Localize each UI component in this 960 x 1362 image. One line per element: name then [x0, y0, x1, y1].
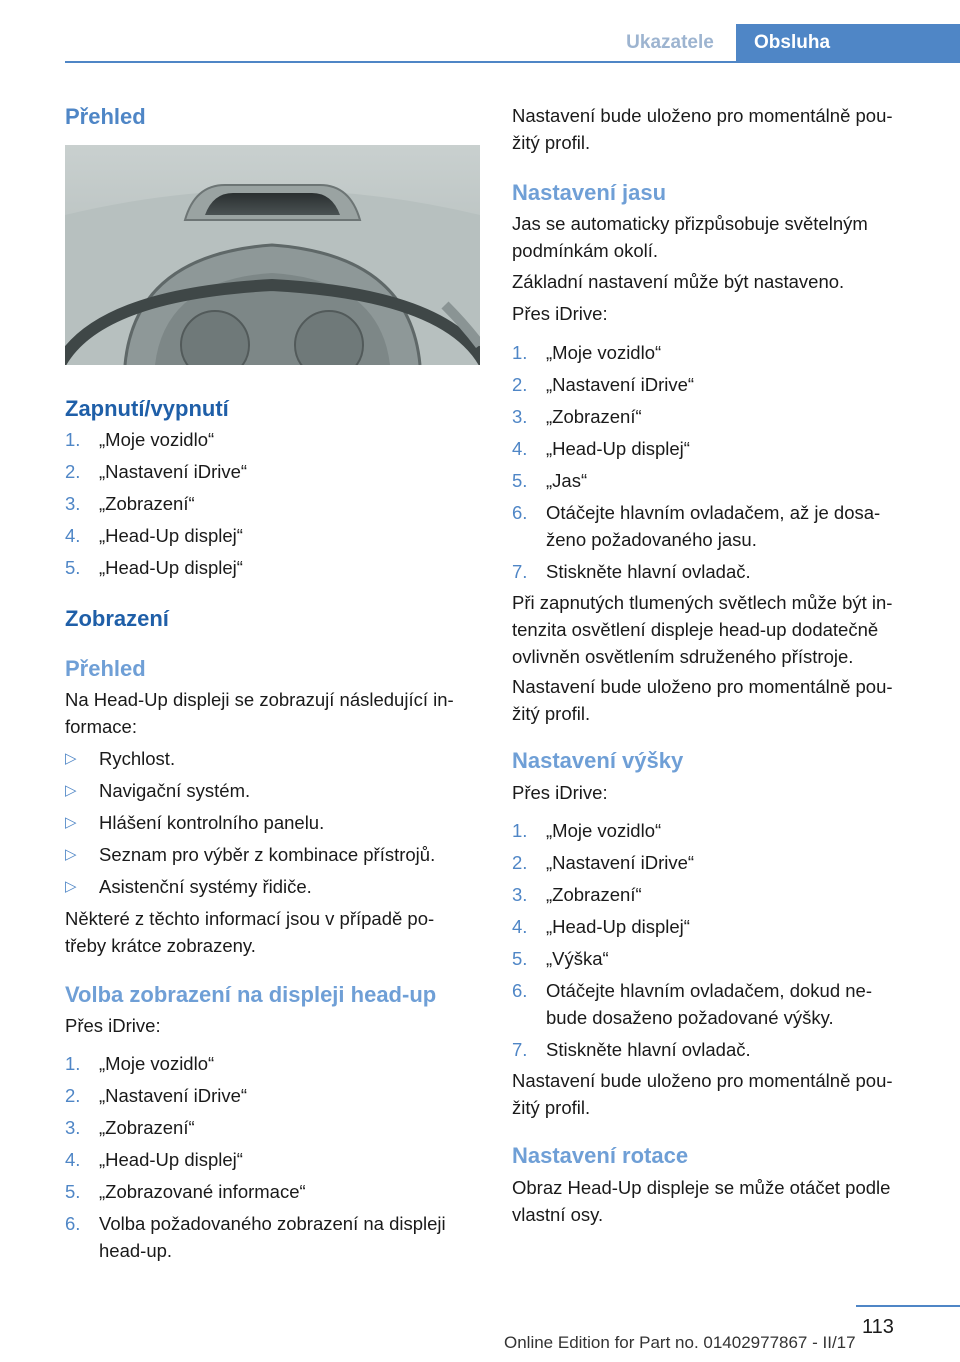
- list-text: „Moje vozidlo“: [99, 1053, 215, 1074]
- paragraph-line: Na Head-Up displeji se zobrazují následující in‐: [65, 689, 454, 710]
- paragraph-line: Nastavení bude uloženo pro momentálně pou‐: [512, 105, 893, 126]
- list-text: Volba požadovaného zobrazení na displeji: [99, 1213, 446, 1234]
- list-number: 5.: [65, 557, 81, 578]
- list-text: bude dosaženo požadované výšky.: [546, 1007, 834, 1028]
- list-number: 4.: [65, 1149, 81, 1170]
- bullet-text: Navigační systém.: [99, 780, 251, 801]
- list-text: „Head-Up displej“: [99, 525, 243, 546]
- list-number: 2.: [65, 1085, 81, 1106]
- paragraph-line: Obraz Head-Up displeje se může otáčet podle: [512, 1177, 891, 1198]
- header-rule: [65, 61, 960, 63]
- list-text: „Nastavení iDrive“: [546, 852, 695, 873]
- bullet-text: Seznam pro výběr z kombinace přístrojů.: [99, 844, 436, 865]
- bullet-text: Hlášení kontrolního panelu.: [99, 812, 325, 833]
- paragraph-line: Základní nastavení může být nastaveno.: [512, 271, 845, 292]
- list-text: „Výška“: [546, 948, 609, 969]
- list-number: 3.: [65, 493, 81, 514]
- list-text: „Moje vozidlo“: [99, 429, 215, 450]
- tab-ukazatele[interactable]: Ukazatele: [626, 32, 714, 53]
- paragraph-line: třeby krátce zobrazeny.: [65, 935, 256, 956]
- list-text: Otáčejte hlavním ovladačem, dokud ne‐: [546, 980, 872, 1001]
- heading-prehled: Přehled: [65, 104, 146, 129]
- list-number: 3.: [65, 1117, 81, 1138]
- list-number: 4.: [512, 916, 528, 937]
- heading-jas: Nastavení jasu: [512, 180, 667, 205]
- list-text: „Nastavení iDrive“: [546, 374, 695, 395]
- list-text: Stiskněte hlavní ovladač.: [546, 1039, 751, 1060]
- heading-volba: Volba zobrazení na displeji head-up: [65, 982, 437, 1007]
- edition-footer: Online Edition for Part no. 01402977867 - II/17: [504, 1333, 856, 1352]
- paragraph-line: Nastavení bude uloženo pro momentálně pou‐: [512, 676, 893, 697]
- list-text: „Zobrazení“: [546, 884, 642, 905]
- list-number: 4.: [512, 438, 528, 459]
- paragraph-line: žitý profil.: [512, 132, 591, 153]
- paragraph-line: Při zapnutých tlumených světlech může být in‐: [512, 592, 893, 613]
- list-text: „Zobrazení“: [99, 1117, 195, 1138]
- list-text: „Jas“: [546, 470, 588, 491]
- list-number: 4.: [65, 525, 81, 546]
- list-text: „Head-Up displej“: [99, 557, 243, 578]
- list-number: 1.: [65, 1053, 81, 1074]
- list-number: 5.: [512, 948, 528, 969]
- list-number: 7.: [512, 1039, 528, 1060]
- paragraph-line: formace:: [65, 716, 137, 737]
- dashboard-illustration-svg: [65, 145, 480, 365]
- bullet-text: Asistenční systémy řidiče.: [99, 876, 312, 897]
- list-number: 3.: [512, 884, 528, 905]
- list-number: 7.: [512, 561, 528, 582]
- list-text: Stiskněte hlavní ovladač.: [546, 561, 751, 582]
- list-number: 5.: [65, 1181, 81, 1202]
- paragraph-line: podmínkám okolí.: [512, 240, 659, 261]
- list-number: 6.: [65, 1213, 81, 1234]
- list-text: „Head-Up displej“: [546, 438, 690, 459]
- paragraph-line: Jas se automaticky přizpůsobuje světelným: [512, 213, 868, 234]
- triangle-bullet-icon: ▷: [65, 878, 77, 895]
- list-number: 3.: [512, 406, 528, 427]
- paragraph-line: Přes iDrive:: [512, 303, 608, 324]
- list-text: „Nastavení iDrive“: [99, 1085, 248, 1106]
- list-text: „Head-Up displej“: [546, 916, 690, 937]
- list-text: „Zobrazení“: [546, 406, 642, 427]
- list-number: 6.: [512, 502, 528, 523]
- paragraph-line: žitý profil.: [512, 703, 591, 724]
- heading-zapnuti: Zapnutí/vypnutí: [65, 396, 229, 421]
- list-text: „Zobrazení“: [99, 493, 195, 514]
- list-text: „Moje vozidlo“: [546, 342, 662, 363]
- triangle-bullet-icon: ▷: [65, 846, 77, 863]
- heading-rotace: Nastavení rotace: [512, 1143, 689, 1168]
- list-text: ženo požadovaného jasu.: [546, 529, 757, 550]
- list-number: 5.: [512, 470, 528, 491]
- heading-vyska: Nastavení výšky: [512, 748, 684, 773]
- list-text: Otáčejte hlavním ovladačem, až je dosa‐: [546, 502, 881, 523]
- list-number: 1.: [65, 429, 81, 450]
- paragraph-line: Přes iDrive:: [512, 782, 608, 803]
- list-number: 6.: [512, 980, 528, 1001]
- tab-obsluha[interactable]: Obsluha: [736, 24, 960, 61]
- list-text: „Nastavení iDrive“: [99, 461, 248, 482]
- paragraph-line: tenzita osvětlení displeje head-up dodatečně: [512, 619, 879, 640]
- list-number: 1.: [512, 342, 528, 363]
- dashboard-illustration: [65, 145, 480, 365]
- paragraph-line: Přes iDrive:: [65, 1015, 161, 1036]
- list-number: 2.: [512, 852, 528, 873]
- paragraph-line: ovlivněn osvětlením sdruženého přístroje.: [512, 646, 854, 667]
- list-text: „Head-Up displej“: [99, 1149, 243, 1170]
- list-text: „Zobrazované informace“: [99, 1181, 306, 1202]
- bullet-text: Rychlost.: [99, 748, 176, 769]
- page-number: 113: [862, 1316, 894, 1338]
- triangle-bullet-icon: ▷: [65, 782, 77, 799]
- paragraph-line: Nastavení bude uloženo pro momentálně pou‐: [512, 1070, 893, 1091]
- list-text: head-up.: [99, 1240, 173, 1261]
- footer-rule: [856, 1305, 960, 1307]
- list-number: 2.: [512, 374, 528, 395]
- list-number: 2.: [65, 461, 81, 482]
- heading-zobrazeni: Zobrazení: [65, 606, 169, 631]
- paragraph-line: žitý profil.: [512, 1097, 591, 1118]
- list-text: „Moje vozidlo“: [546, 820, 662, 841]
- paragraph-line: vlastní osy.: [512, 1204, 604, 1225]
- triangle-bullet-icon: ▷: [65, 750, 77, 767]
- triangle-bullet-icon: ▷: [65, 814, 77, 831]
- heading-prehled-2: Přehled: [65, 656, 146, 681]
- paragraph-line: Některé z těchto informací jsou v případě po‐: [65, 908, 435, 929]
- list-number: 1.: [512, 820, 528, 841]
